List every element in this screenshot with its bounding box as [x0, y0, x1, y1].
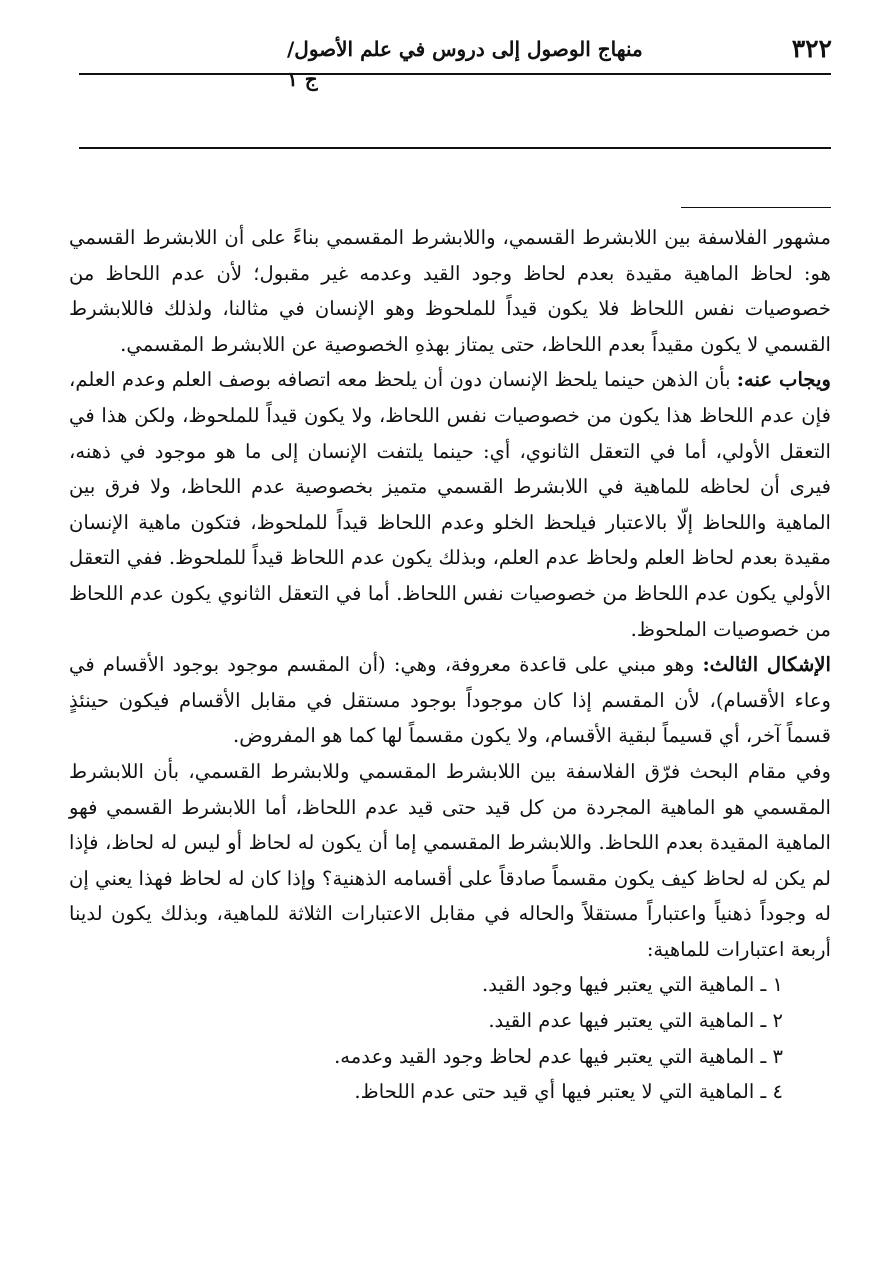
main-text-end-rule — [79, 147, 831, 149]
footnote-body — [69, 220, 831, 1110]
footnote-separator — [681, 207, 831, 208]
paragraph-label: الإشكال الثالث: — [702, 653, 831, 677]
running-title: منهاج الوصول إلى دروس في علم الأصول/ ج ١ — [287, 37, 643, 91]
list-item: ٢ ـ الماهية التي يعتبر فيها عدم القيد. — [488, 1009, 783, 1033]
footnote-paragraph-2 — [69, 362, 831, 647]
list-item: ٣ ـ الماهية التي يعتبر فيها عدم لحاظ وجود القيد وعدمه. — [334, 1044, 783, 1068]
list-item: ٤ ـ الماهية التي لا يعتبر فيها أي قيد حتى عدم اللحاظ. — [354, 1080, 783, 1104]
footnote-paragraph-3 — [69, 647, 831, 754]
header-rule — [79, 73, 831, 75]
paragraph-text: وهو مبني على قاعدة معروفة، وهي: (أن المقسم موجود بوجود الأقسام في وعاء الأقسام)، لأن المقسم إذا كان موجوداً بوجود مستقل في مقابل الأقسام فيكون حينئذٍ قسماً آخر، أي قسيماً لبقية الأقسام، ولا يكون مقسماً لها كما هو المفروض. — [69, 653, 831, 748]
paragraph-label: ويجاب عنه: — [736, 368, 831, 392]
paragraph-text: بأن الذهن حينما يلحظ الإنسان دون أن يلحظ معه اتصافه بوصف العلم وعدم العلم، فإن عدم اللحاظ هذا يكون من خصوصيات نفس اللحاظ، ولا يكون قيداً للملحوظ، ولكن هذا في التعقل الأولي، أما في التعقل الثانوي، أي: حينما يلتفت الإنسان إلى ما هو موجود في ذهنه، فيرى أن لحاظه للماهية في اللابشرط القسمي متميز بخصوصية عدم اللحاظ، ولا فرق بين الماهية واللحاظ إلّا بالاعتبار فيلحظ الخلو وعدم اللحاظ قيداً للملحوظ، فتكون ماهية الإنسان مقيدة بعدم لحاظ العلم ولحاظ عدم العلم، وبذلك يكون عدم اللحاظ قيداً للملحوظ. ففي التعقل الأولي يكون عدم اللحاظ من خصوصيات نفس اللحاظ. أما في التعقل الثانوي يكون عدم اللحاظ من خصوصيات الملحوظ. — [69, 368, 831, 641]
footnote-paragraph-4: وفي مقام البحث فرّق الفلاسفة بين اللابشرط المقسمي وللابشرط القسمي، بأن اللابشرط المقسمي هو الماهية المجردة من كل قيد حتى قيد عدم اللحاظ، أما اللابشرط القسمي فهو الماهية المقيدة بعدم اللحاظ. واللابشرط المقسمي إما أن يكون له لحاظ أو ليس له لحاظ، فإذا لم يكن له لحاظ كيف يكون مقسماً صادقاً على أقسامه الذهنية؟ وإذا كان له لحاظ فهذا يعني إن له وجوداً ذهنياً واعتباراً مستقلاً والحاله في مقابل الاعتبارات الثلاثة للماهية، وبذلك يكون لدينا أربعة اعتبارات للماهية: — [69, 759, 831, 961]
page-number: ٣٢٢ — [791, 34, 832, 63]
considerations-list — [69, 967, 831, 1109]
list-item: ١ ـ الماهية التي يعتبر فيها وجود القيد. — [482, 973, 783, 997]
footnote-paragraph-1: مشهور الفلاسفة بين اللابشرط القسمي، واللابشرط المقسمي بناءً على أن اللابشرط القسمي هو: لحاظ الماهية مقيدة بعدم لحاظ وجود القيد وعدمه غير مقبول؛ لأن عدم اللحاظ من خصوصيات نفس اللحاظ فلا يكون قيداً للملحوظ وهو الإنسان في مثالنا، ولذلك فاللابشرط القسمي لا يكون مقيداً بعدم اللحاظ، حتى يمتاز بهذهِ الخصوصية عن اللابشرط المقسمي. — [69, 226, 831, 356]
